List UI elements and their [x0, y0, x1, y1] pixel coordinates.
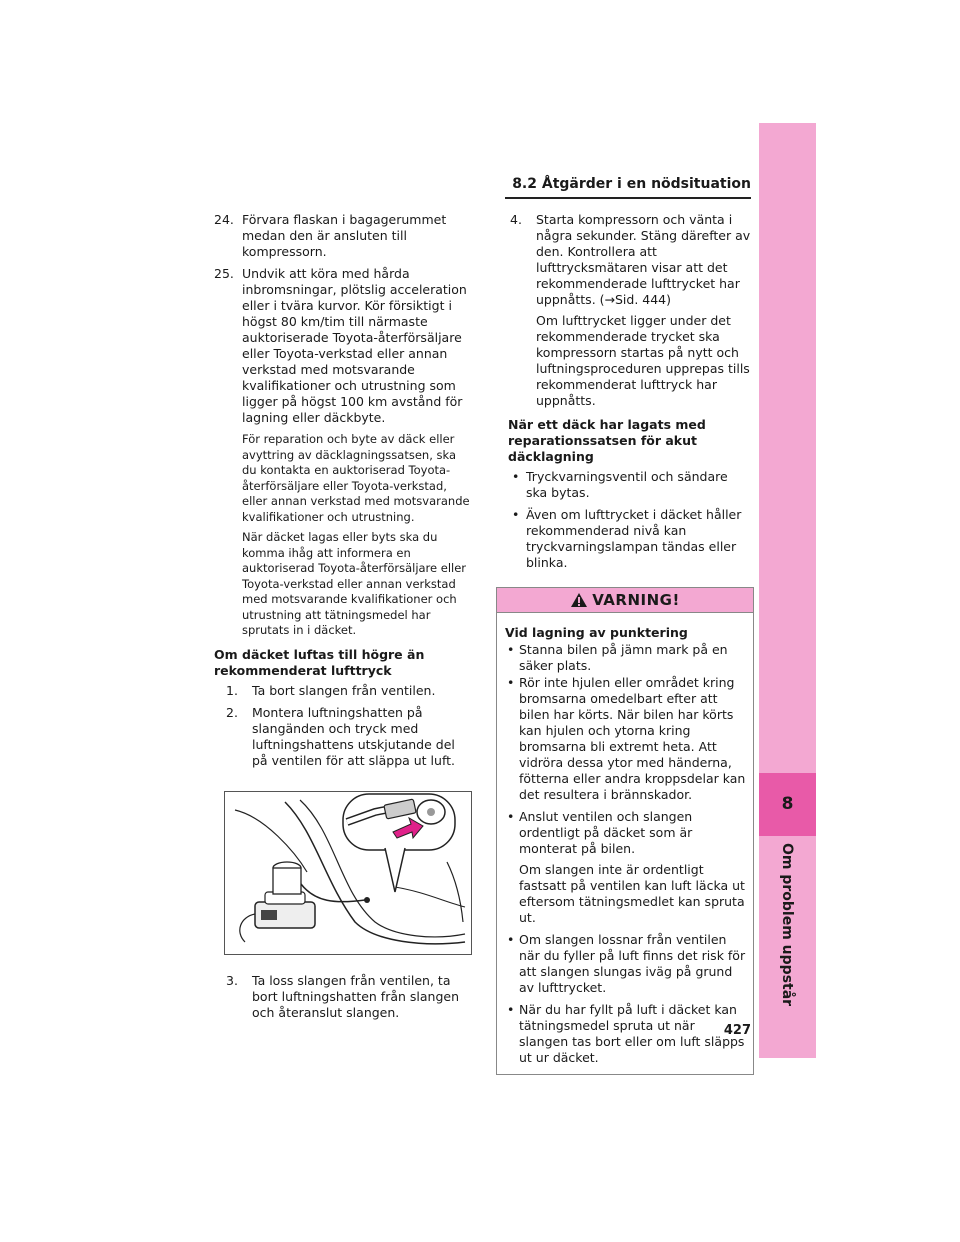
warning-title: VARNING!	[592, 591, 680, 609]
left-column	[214, 212, 472, 1027]
subhead-after-repair: När ett däck har lagats med reparationssatsen för akut däcklagning	[508, 417, 706, 464]
page-number: 427	[723, 1023, 751, 1038]
note-inform: När däcket lagas eller byts ska du komma ihåg att informera en auktoriserad Toyota-återförsäljare eller Toyota-verkstad eller annan verkstad med motsvarande kvalifikationer och utrustning att tätningsmedel har sprutats in i däcket.	[242, 530, 467, 637]
warning-bullet	[505, 932, 747, 996]
bullet-mark: •	[507, 675, 515, 690]
step-text: Förvara flaskan i bagagerummet medan den är ansluten till kompressorn.	[242, 212, 447, 259]
step-25	[214, 266, 472, 426]
step-text: Ta bort slangen från ventilen.	[252, 682, 436, 698]
warning-bullet-text-continued: Om slangen inte är ordentligt fastsatt på ventilen kan luft läcka ut eftersom tätningsmedlet kan spruta ut.	[519, 862, 745, 925]
bullet-mark: •	[507, 932, 515, 947]
bullet-mark: •	[507, 809, 515, 824]
chapter-label: Om problem uppstår	[779, 843, 795, 1007]
step-text: Undvik att köra med hårda inbromsningar, plötslig acceleration eller i tvära kurvor. Kör försiktigt i högst 80 km/tim till närmaste auktoriserade Toyota-återförsäljare eller Toyota-verkstad eller annan verkstad med motsvarande kvalifikationer och utrustning som ligger på högst 100 km avstånd för lagning eller däckbyte.	[242, 266, 467, 425]
step-number: 1.	[226, 682, 238, 698]
right-column	[505, 212, 752, 1075]
warning-bullet-text: Om slangen lossnar från ventilen när du fyller på luft finns det risk för att slangen slungas iväg på grund av lufttrycket.	[519, 932, 746, 995]
bullet-text: Även om lufttrycket i däcket håller rekommenderad nivå kan tryckvarningslampan tändas eller blinka.	[526, 507, 742, 570]
step-number: 24.	[214, 212, 234, 227]
warning-bullet	[505, 642, 747, 674]
warning-bullet	[505, 1002, 747, 1066]
warning-bullet-text: Stanna bilen på jämn mark på en säker plats.	[519, 642, 728, 673]
note-repair: För reparation och byte av däck eller avyttring av däcklagningssatsen, ska du kontakta en auktoriserad Toyota-återförsäljare eller Toyota-verkstad, eller annan verkstad med motsvarande kvalifikationer och utrustning.	[242, 432, 470, 524]
section-header: 8.2 Åtgärder i en nödsituation	[512, 176, 751, 192]
warning-header	[497, 588, 753, 613]
warning-bullet-text: När du har fyllt på luft i däcket kan tätningsmedel spruta ut när slangen tas bort eller om luft släpps ut ur däcket.	[519, 1002, 745, 1065]
step-number: 2.	[226, 704, 238, 720]
bullet-mark: •	[512, 469, 520, 484]
bullet-mark: •	[507, 1002, 515, 1017]
step-3	[226, 973, 472, 1021]
illustration-hose-valve	[224, 791, 472, 955]
step-number: 4.	[510, 212, 522, 227]
step-number: 25.	[214, 266, 234, 281]
warning-subhead: Vid lagning av punktering	[505, 625, 688, 640]
step-text: Ta loss slangen från ventilen, ta bort luftningshatten från slangen och återanslut slangen.	[252, 972, 460, 1020]
step-text-continued: Om lufttrycket ligger under det rekommenderade trycket ska kompressorn startas på nytt och luftningsproceduren upprepas tills rekommenderat lufttryck har uppnåtts.	[536, 313, 750, 408]
step-2	[226, 705, 472, 769]
warning-body	[497, 613, 753, 1074]
illustration-graphic	[225, 792, 471, 954]
bullet-text: Tryckvarningsventil och sändare ska bytas.	[526, 469, 728, 500]
warning-bullet-text: Rör inte hjulen eller området kring bromsarna omedelbart efter att bilen har körts. När bilen har körts kan hjulen och ytorna kring bromsarna bli extremt heta. Att vidröra dessa ytor med händerna, fötterna eller andra kroppsdelar kan det resultera i brännskador.	[519, 675, 746, 802]
bullet-mark: •	[507, 642, 515, 657]
step-text: Starta kompressorn och vänta i några sekunder. Stäng därefter av den. Kontrollera att lufttrycksmätaren visar att det rekommenderade lufttrycket har uppnåtts. (→Sid. 444)	[536, 212, 751, 307]
warning-bullet-text: Anslut ventilen och slangen ordentligt på däcket som är monterat på bilen.	[519, 809, 693, 856]
warning-triangle-icon	[570, 592, 588, 608]
warning-bullet	[505, 809, 747, 926]
step-4	[510, 212, 752, 409]
bullet-mark: •	[512, 507, 520, 522]
warning-box	[496, 587, 754, 1075]
subhead-overinflated: Om däcket luftas till högre än rekommenderat lufttryck	[214, 646, 425, 678]
chapter-number: 8	[781, 794, 794, 814]
warning-bullet	[505, 675, 747, 803]
header-rule	[505, 197, 751, 199]
bullet-item	[510, 469, 752, 501]
step-number: 3.	[226, 972, 238, 988]
step-24	[214, 212, 472, 260]
step-text: Montera luftningshatten på slangänden och tryck med luftningshattens utskjutande del på ventilen för att släppa ut luft.	[252, 704, 456, 768]
bullet-item	[510, 507, 752, 571]
step-1	[226, 683, 472, 699]
